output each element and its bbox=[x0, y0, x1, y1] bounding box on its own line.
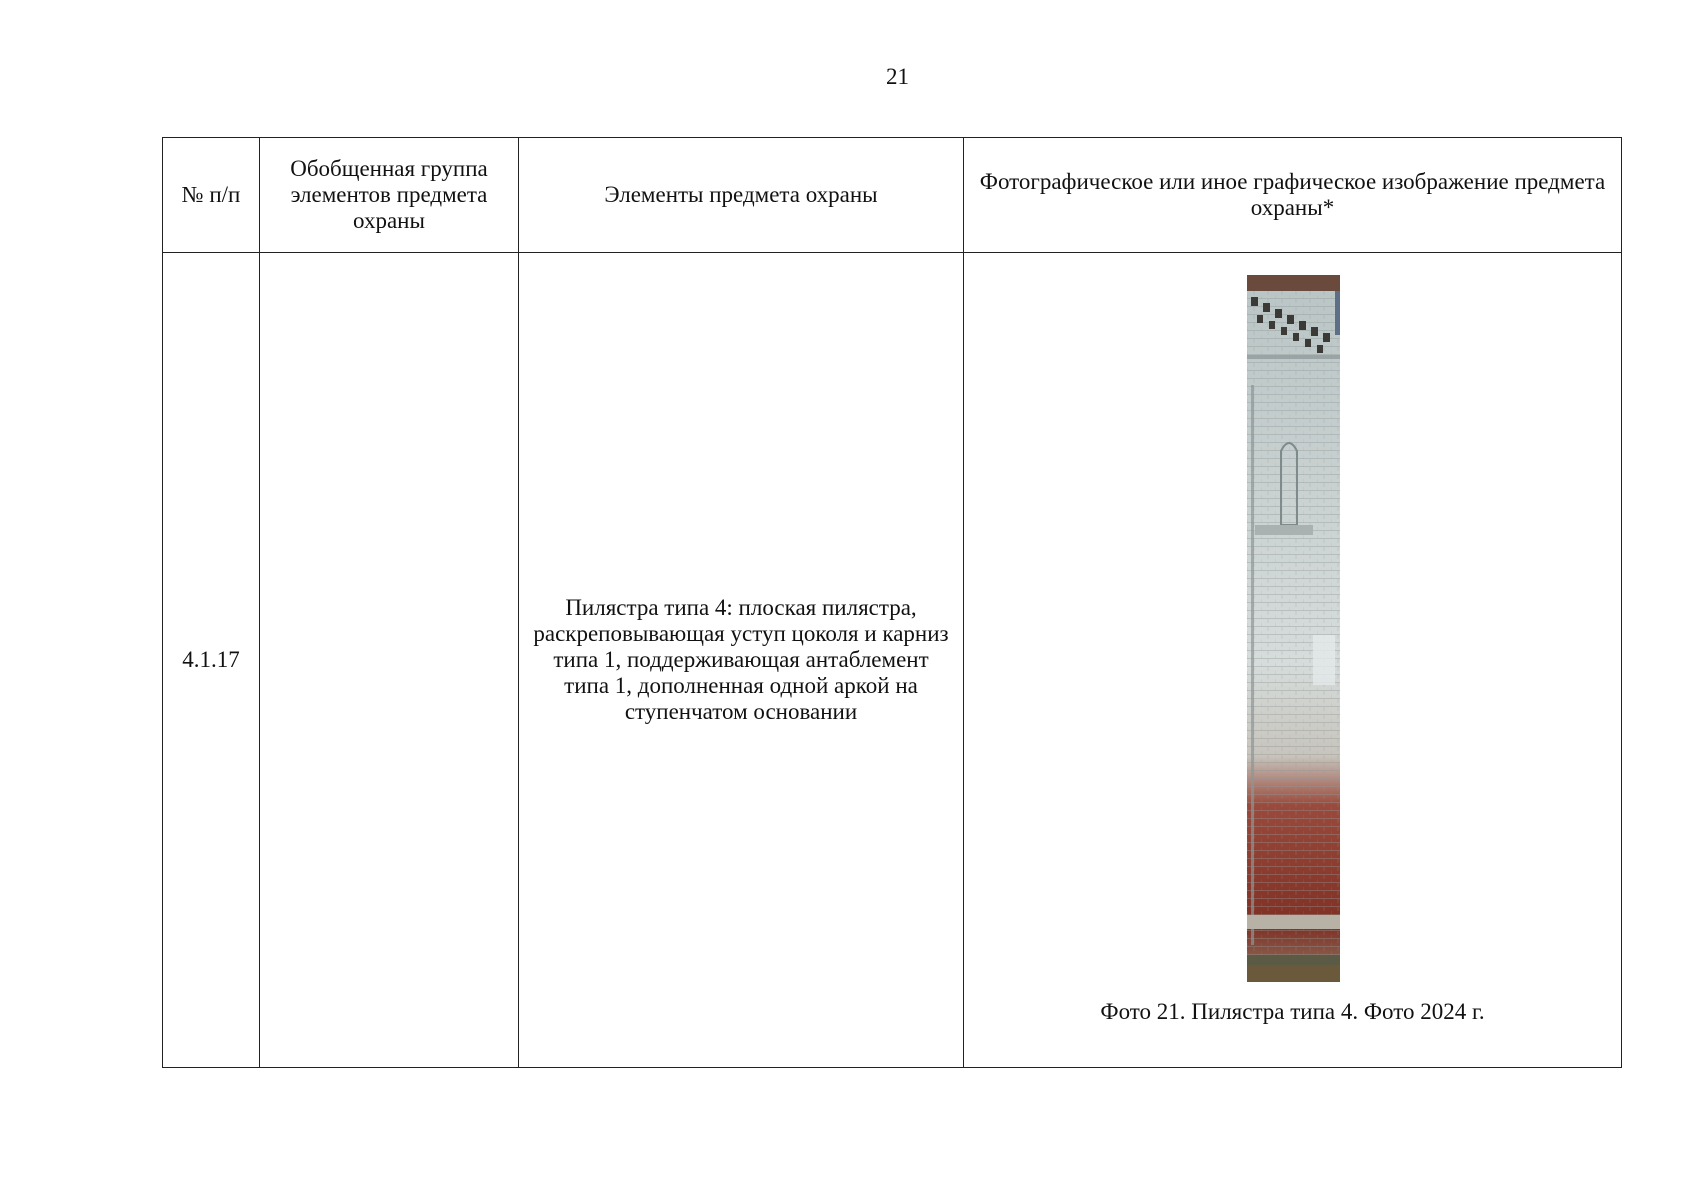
table-header-row bbox=[163, 138, 1622, 253]
cell-number: 4.1.17 bbox=[163, 253, 260, 1068]
protection-elements-table bbox=[162, 137, 1622, 1068]
photo-caption: Фото 21. Пилястра типа 4. Фото 2024 г. bbox=[1100, 999, 1485, 1024]
cell-photo bbox=[964, 253, 1622, 1068]
header-elements: Элементы предмета охраны bbox=[519, 138, 964, 253]
header-number: № п/п bbox=[163, 138, 260, 253]
pilaster-photo bbox=[1247, 275, 1340, 982]
page-number-text: 21 bbox=[886, 64, 909, 89]
header-group: Обобщенная группа элементов предмета охраны bbox=[260, 138, 519, 253]
elements-description: Пилястра типа 4: плоская пилястра, раскреповывающая уступ цоколя и карниз типа 1, поддерживающая антаблемент типа 1, дополненная одной аркой на ступенчатом основании bbox=[533, 595, 949, 724]
header-photo: Фотографическое или иное графическое изображение предмета охраны* bbox=[964, 138, 1622, 253]
table-row bbox=[163, 253, 1622, 1068]
cell-group bbox=[260, 253, 519, 1068]
cell-elements bbox=[519, 253, 964, 1068]
